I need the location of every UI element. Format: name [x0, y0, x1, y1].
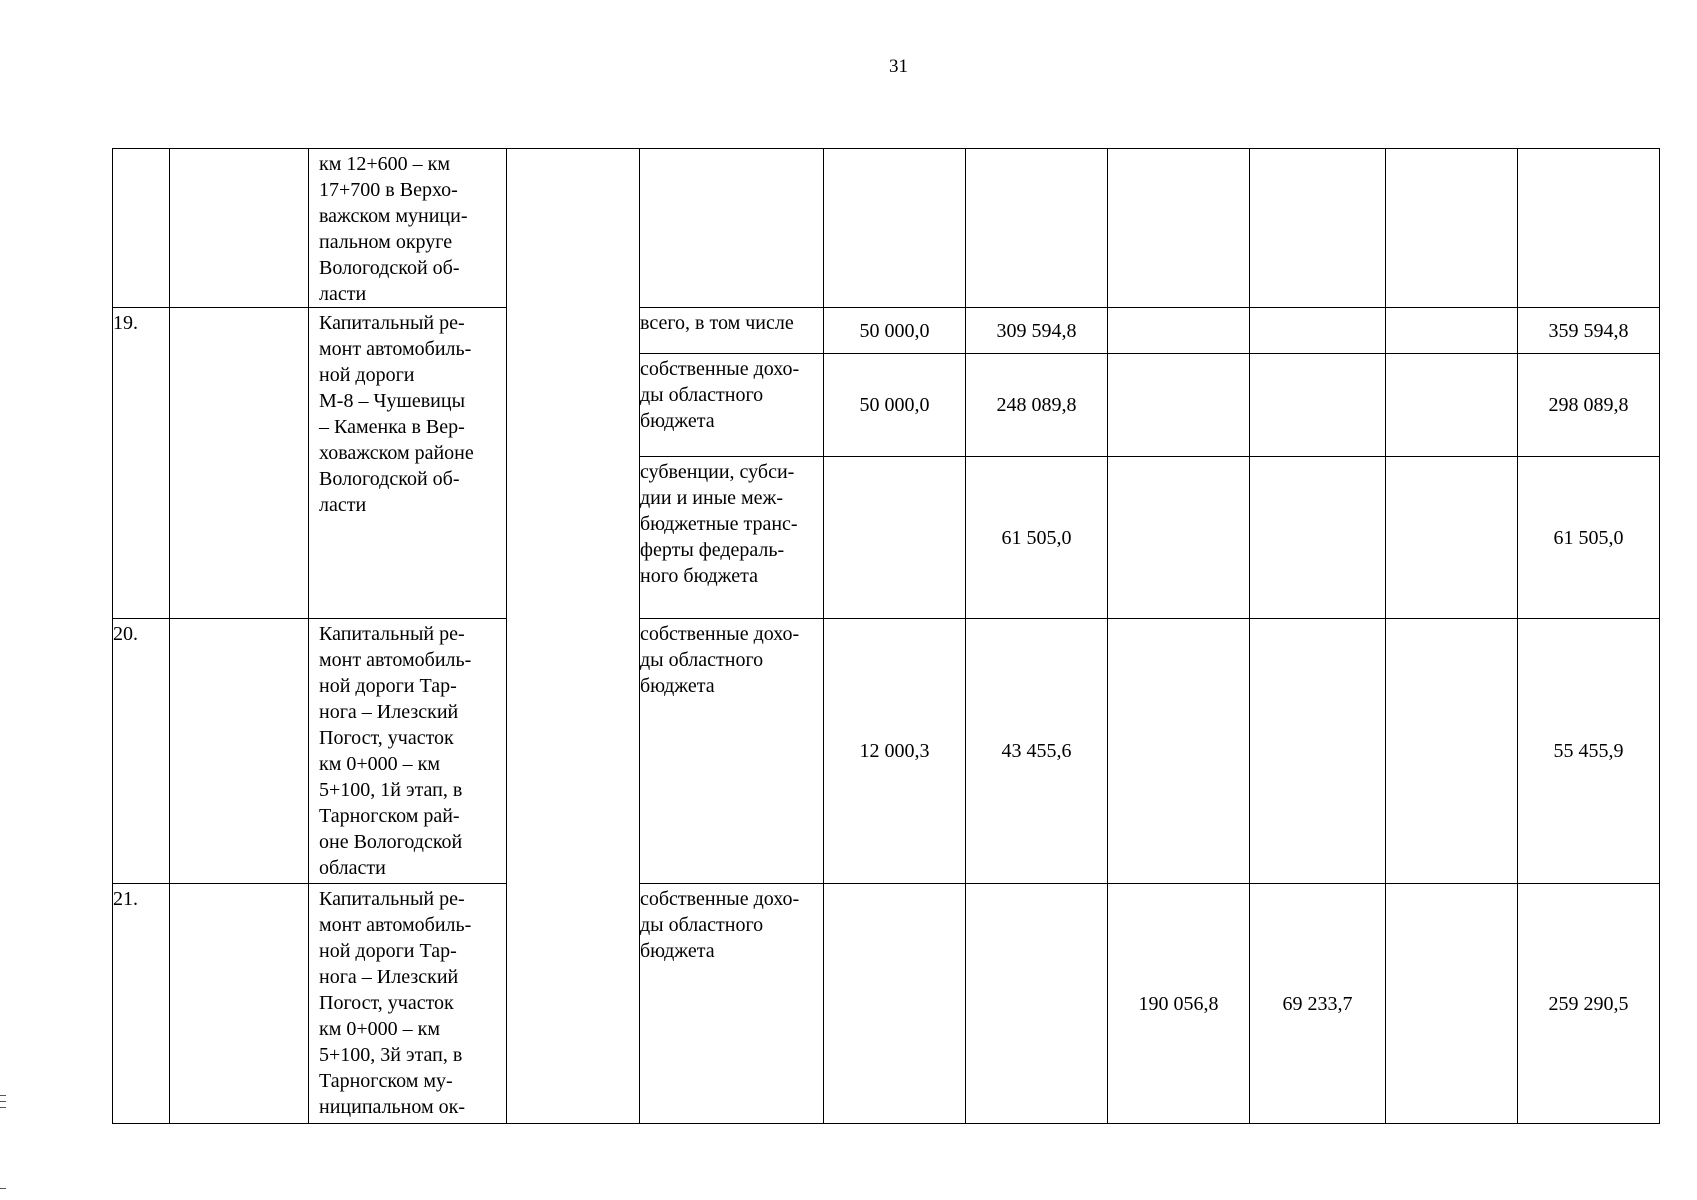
value-cell — [824, 149, 966, 308]
funding-source: всего, в том числе — [640, 308, 824, 354]
value-cell — [1108, 457, 1250, 619]
total-cell — [1518, 149, 1660, 308]
page-number: 31 — [889, 56, 908, 77]
value-cell — [966, 884, 1108, 1124]
margin-mark — [0, 1107, 6, 1108]
budget-table — [112, 148, 1660, 1124]
value-cell: 69 233,7 — [1250, 884, 1386, 1124]
funding-source: собственные дохо- ды областного бюджета — [640, 619, 824, 884]
value-cell: 43 455,6 — [966, 619, 1108, 884]
object-name: Капитальный ре- монт автомобиль- ной дороги Тар- нога – Илезский Погост, участок км 0+000 – км 5+100, 1й этап, в Тарногском рай- оне Вологодской области — [309, 619, 507, 884]
value-cell — [1386, 149, 1518, 308]
object-name: Капитальный ре- монт автомобиль- ной дороги Тар- нога – Илезский Погост, участок км 0+000 – км 5+100, 3й этап, в Тарногском му- ниципальном ок- — [309, 884, 507, 1124]
margin-mark — [0, 1188, 6, 1189]
funding-source: собственные дохо- ды областного бюджета — [640, 884, 824, 1124]
object-name: Капитальный ре- монт автомобиль- ной дороги М-8 – Чушевицы – Каменка в Вер- ховажском районе Вологодской об- ласти — [309, 308, 507, 619]
value-cell — [824, 457, 966, 619]
object-name: км 12+600 – км 17+700 в Верхо- важском муници- пальном округе Вологодской об- ласти — [309, 149, 507, 308]
row-number: 20. — [113, 619, 170, 884]
funding-source: субвенции, субси- дии и иные меж- бюджетные транс- ферты федераль- ного бюджета — [640, 457, 824, 619]
margin-mark — [0, 1101, 6, 1102]
total-cell: 55 455,9 — [1518, 619, 1660, 884]
total-cell: 359 594,8 — [1518, 308, 1660, 354]
empty-cell — [170, 619, 309, 884]
value-cell — [1386, 884, 1518, 1124]
table-row — [113, 149, 1660, 308]
value-cell — [1386, 308, 1518, 354]
table-row — [113, 619, 1660, 884]
value-cell: 50 000,0 — [824, 308, 966, 354]
total-cell: 298 089,8 — [1518, 354, 1660, 457]
empty-cell — [507, 149, 640, 1124]
funding-source: собственные дохо- ды областного бюджета — [640, 354, 824, 457]
value-cell — [1386, 619, 1518, 884]
empty-cell — [170, 308, 309, 619]
value-cell: 309 594,8 — [966, 308, 1108, 354]
row-number: 21. — [113, 884, 170, 1124]
margin-mark — [0, 1095, 6, 1096]
value-cell — [1108, 308, 1250, 354]
value-cell — [1108, 149, 1250, 308]
value-cell — [966, 149, 1108, 308]
value-cell — [1108, 354, 1250, 457]
value-cell: 12 000,3 — [824, 619, 966, 884]
value-cell — [1250, 149, 1386, 308]
table-row — [113, 884, 1660, 1124]
value-cell: 248 089,8 — [966, 354, 1108, 457]
value-cell — [1250, 457, 1386, 619]
row-number — [113, 149, 170, 308]
value-cell — [1250, 619, 1386, 884]
funding-source — [640, 149, 824, 308]
empty-cell — [170, 884, 309, 1124]
value-cell: 61 505,0 — [966, 457, 1108, 619]
value-cell — [1386, 457, 1518, 619]
table-row — [113, 308, 1660, 354]
value-cell: 190 056,8 — [1108, 884, 1250, 1124]
total-cell: 259 290,5 — [1518, 884, 1660, 1124]
value-cell — [1108, 619, 1250, 884]
value-cell — [1386, 354, 1518, 457]
empty-cell — [170, 149, 309, 308]
value-cell — [824, 884, 966, 1124]
value-cell: 50 000,0 — [824, 354, 966, 457]
row-number: 19. — [113, 308, 170, 619]
value-cell — [1250, 308, 1386, 354]
total-cell: 61 505,0 — [1518, 457, 1660, 619]
value-cell — [1250, 354, 1386, 457]
